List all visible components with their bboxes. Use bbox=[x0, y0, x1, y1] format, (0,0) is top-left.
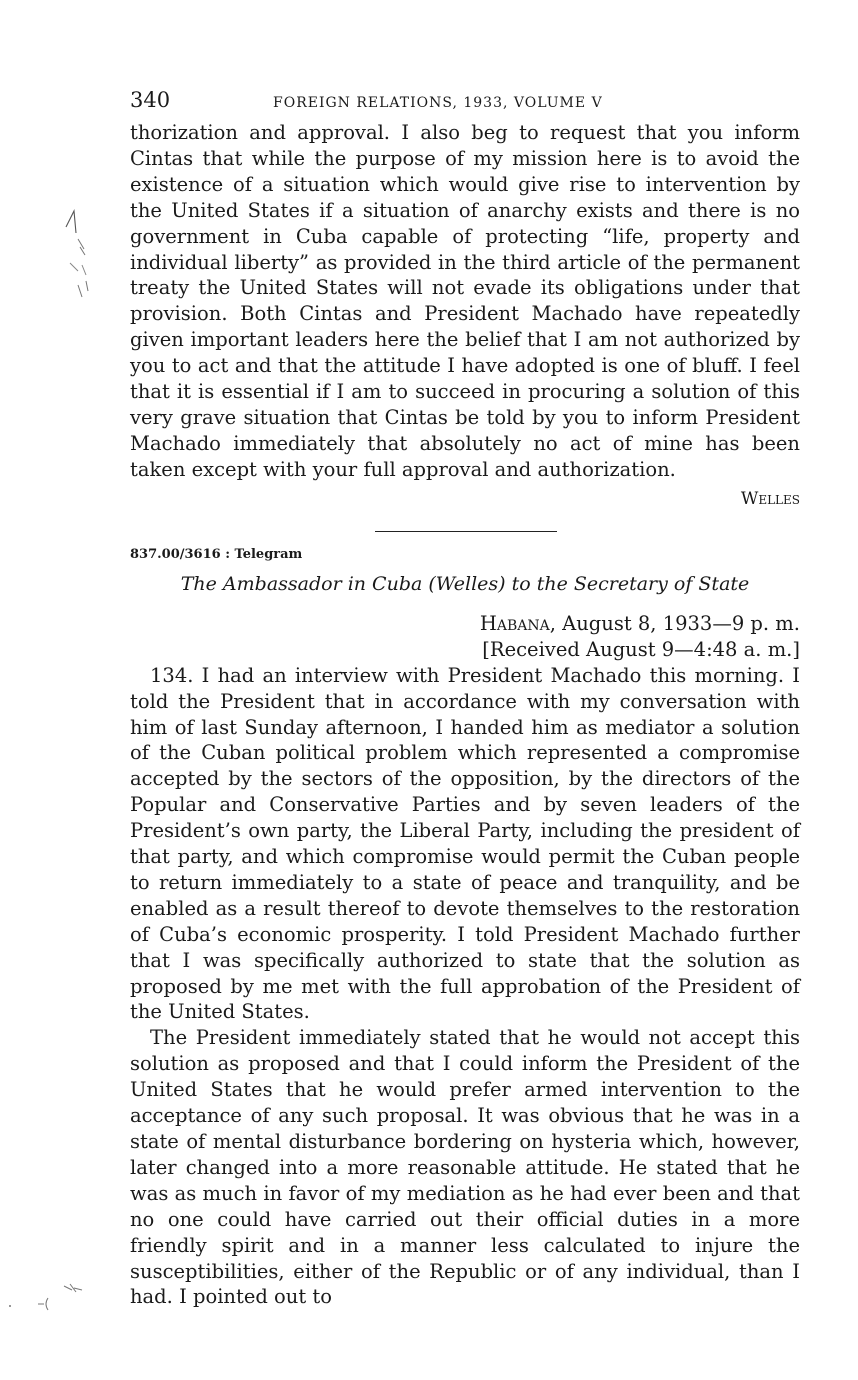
page-number: 340 bbox=[130, 88, 171, 112]
received-line: [Received August 9—4:48 a. m.] bbox=[482, 637, 800, 661]
file-reference: 837.00/3616 : Telegram bbox=[130, 546, 303, 562]
signature: Welles bbox=[740, 488, 800, 509]
running-head bbox=[130, 88, 800, 120]
body-paragraph: 134. I had an interview with President Machado this morning. I told the President that in accordance with my conversation with him of last Sunday afternoon, I handed him as mediator a solution of the Cuban political problem which represented a compromise accepted by the sectors of the opposition, by the directors of the Popular and Conservative Parties and by seven leaders of the President’s own party, the Liberal Party, including the president of that party, and which compromise would permit the Cuban people to return immediately to a state of peace and tranquility, and be enabled as a result thereof to devote themselves to the restoration of Cuba’s economic prosperity. I told President Machado further that I was specifically authorized to state that the solution as proposed by me met with the full approbation of the President of the United States. bbox=[130, 663, 800, 1024]
dateline bbox=[130, 611, 800, 637]
document-heading: The Ambassador in Cuba (Welles) to the Secretary of State bbox=[180, 572, 750, 595]
margin-pencil-marks-bottom bbox=[4, 1282, 94, 1322]
dateline-place: Habana, bbox=[479, 611, 556, 635]
continuation-paragraph: thorization and approval. I also beg to request that you inform Cintas that while the purpose of my mission here is to avoid the existence of a situation which would give rise to intervention by the United States if a situation of anarchy exists and there is no government in Cuba capable of protecting “life, property and individual liberty” as provided in the third article of the permanent treaty the United States will not evade its obligations under that provision. Both Cintas and President Machado have repeatedly given important leaders here the belief that I am not authorized by you to act and that the attitude I have adopted is one of bluff. I feel that it is essential if I am to succeed in procuring a solution of this very grave situation that Cintas be told by you to inform President Machado immediately that absolutely no act of mine has been taken except with your full approval and authorization. bbox=[130, 121, 800, 481]
document-page bbox=[130, 88, 800, 1310]
running-title: FOREIGN RELATIONS, 1933, VOLUME V bbox=[273, 95, 603, 111]
margin-pencil-marks bbox=[58, 205, 98, 305]
body-paragraph: The President immediately stated that he would not accept this solution as proposed and that I could inform the President of the United States that he would prefer armed intervention to the acceptance of any such proposal. It was obvious that he was in a state of mental disturbance bordering on hysteria which, however, later changed into a more reasonable attitude. He stated that he was as much in favor of my mediation as he had ever been and that no one could have carried out their official duties in a more friendly spirit and in a manner less calculated to injure the susceptibilities, either of the Republic or of any individual, than I had. I pointed out to bbox=[130, 1026, 800, 1309]
dateline-time: August 8, 1933—9 p. m. bbox=[555, 611, 800, 635]
section-divider bbox=[375, 531, 557, 532]
